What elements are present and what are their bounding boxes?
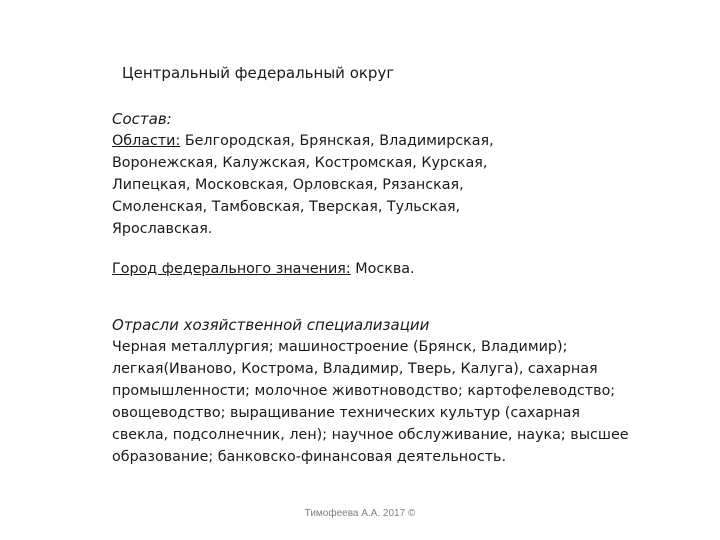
regions-line-4: Смоленская, Тамбовская, Тверская, Тульская, (112, 199, 461, 215)
regions-label: Области: (112, 133, 181, 149)
spacer (112, 240, 672, 258)
regions-paragraph (112, 130, 672, 240)
specialization-paragraph (112, 336, 672, 468)
federal-city-paragraph (112, 258, 672, 280)
federal-city-line (112, 258, 672, 280)
specialization-line-2: легкая(Иваново, Кострома, Владимир, Тверь, Калуга), сахарная (112, 361, 598, 377)
regions-line-3: Липецкая, Московская, Орловская, Рязанская, (112, 177, 464, 193)
regions-line-5: Ярославская. (112, 221, 213, 237)
regions-line-1-text: Белгородская, Брянская, Владимирская, (180, 133, 494, 149)
slide-body (112, 108, 672, 468)
federal-city-value: Москва. (350, 261, 415, 277)
specialization-line-3: промышленности; молочное животноводство; картофелеводство; (112, 383, 616, 399)
slide-title: Центральный федеральный округ (122, 64, 395, 82)
specialization-line-1: Черная металлургия; машиностроение (Брянск, Владимир); (112, 339, 568, 355)
specialization-heading: Отрасли хозяйственной специализации (112, 316, 430, 334)
regions-line-1 (112, 130, 672, 152)
specialization-line-4: овощеводство; выращивание технических культур (сахарная (112, 405, 580, 421)
specialization-line-6: образование; банковско-финансовая деятельность. (112, 449, 507, 465)
specialization-line-5: свекла, подсолнечник, лен); научное обслуживание, наука; высшее (112, 427, 629, 443)
regions-line-2: Воронежская, Калужская, Костромская, Курская, (112, 155, 488, 171)
footer-credit: Тимофеева А.А. 2017 © (304, 508, 416, 519)
federal-city-label: Город федерального значения: (112, 261, 351, 277)
composition-heading: Состав: (112, 110, 172, 128)
spacer (112, 280, 672, 314)
